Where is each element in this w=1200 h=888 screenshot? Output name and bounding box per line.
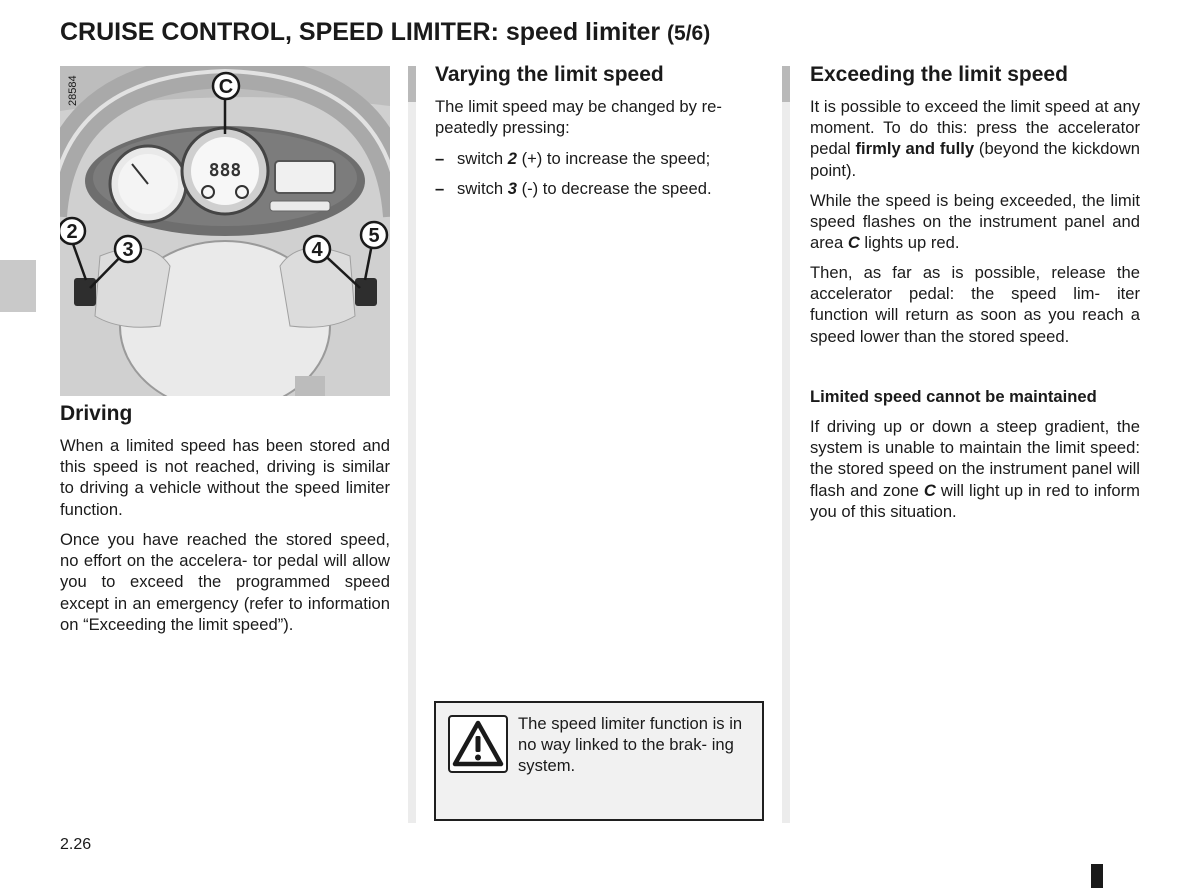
list-item-decrease-pre: switch: [457, 179, 508, 198]
column-divider-left: [408, 66, 416, 823]
exceeding-p4-pre: If driving up or down a steep gradient, the system is unable to maintain the limit speed: the stored speed on the instrument panel will flash and zone: [810, 417, 1140, 500]
list-item-increase: [435, 148, 710, 169]
driving-heading: Driving: [60, 402, 133, 425]
varying-limit-heading: Varying the limit speed: [435, 63, 664, 86]
page-corner-mark: [1091, 864, 1103, 888]
callout-c: [213, 73, 239, 99]
driving-paragraph-2: Once you have reached the stored speed, no effort on the accelera- tor pedal will allow you to exceed the programmed speed except in an emergency (refer to information on “Exceeding the limit speed”).: [60, 530, 390, 634]
callout-5: [361, 222, 387, 248]
callout-3: [115, 236, 141, 262]
list-item-increase-post: (+) to increase the speed;: [516, 149, 711, 168]
callout-4-label: 4: [311, 239, 323, 261]
illustration-ref-number: 28584: [67, 75, 79, 106]
list-item-decrease: [435, 178, 712, 199]
exceeding-p1-pre: It is possible to exceed the limit speed at any moment. To do this: press the accelerator pedal: [810, 97, 1140, 159]
exceeding-p1-bold: firmly and fully: [855, 139, 975, 159]
list-dash: –: [435, 179, 445, 198]
steering-wheel-drawing: [60, 66, 390, 396]
callout-c-label: C: [218, 76, 234, 98]
callout-4: [304, 236, 330, 262]
exceeding-p2-pre: While the speed is being exceeded, the limit speed flashes on the instrument panel and area: [810, 191, 1140, 253]
switch-2-ref: 2: [507, 149, 517, 168]
callout-2: [60, 218, 85, 244]
exceeding-limit-heading: Exceeding the limit speed: [810, 63, 1068, 86]
limited-speed-subheading: Limited speed cannot be maintained: [810, 387, 1097, 406]
exceeding-p2-post: lights up red.: [859, 233, 960, 253]
column-divider-right: [782, 66, 790, 823]
list-dash: –: [435, 149, 445, 168]
exceeding-paragraph-4: [810, 416, 1140, 522]
page-title-part-indicator: (5/6): [667, 22, 711, 45]
page-title-text: CRUISE CONTROL, SPEED LIMITER: speed limiter: [60, 18, 661, 46]
switch-3-ref: 3: [507, 179, 517, 198]
warning-triangle-icon: [448, 715, 508, 773]
exceeding-p1-post: (beyond the kickdown point).: [810, 139, 1140, 180]
exceeding-paragraph-3: Then, as far as is possible, release the accelerator pedal: the speed lim- iter function will return as soon as you reach a speed lower than the stored speed.: [810, 263, 1140, 346]
list-item-decrease-post: (-) to decrease the speed.: [516, 179, 712, 198]
exceeding-p4-post: will light up in red to inform you of this situation.: [810, 480, 1140, 521]
zone-c-ref: C: [923, 480, 936, 500]
area-c-ref: C: [847, 233, 860, 253]
driving-paragraph-1: When a limited speed has been stored and this speed is not reached, driving is similar to driving a vehicle without the speed limiter function.: [60, 436, 390, 519]
exceeding-paragraph-1: [810, 96, 1140, 181]
list-item-increase-pre: switch: [457, 149, 508, 168]
speed-display-digits: 888: [208, 160, 242, 181]
varying-limit-intro: The limit speed may be changed by re- peatedly pressing:: [435, 97, 722, 138]
callout-2-label: 2: [66, 221, 78, 243]
callout-5-label: 5: [368, 225, 380, 247]
callout-3-label: 3: [122, 239, 134, 261]
warning-triangle-icon-svg: [450, 717, 506, 771]
page-title: [60, 18, 710, 47]
exceeding-paragraph-2: [810, 190, 1140, 254]
steering-wheel-illustration: [60, 66, 390, 396]
chapter-side-tab: [0, 260, 36, 312]
warning-note-box: [434, 701, 764, 821]
warning-text: The speed limiter function is in no way linked to the brak- ing system.: [518, 714, 743, 776]
page-number: 2.26: [60, 836, 92, 853]
